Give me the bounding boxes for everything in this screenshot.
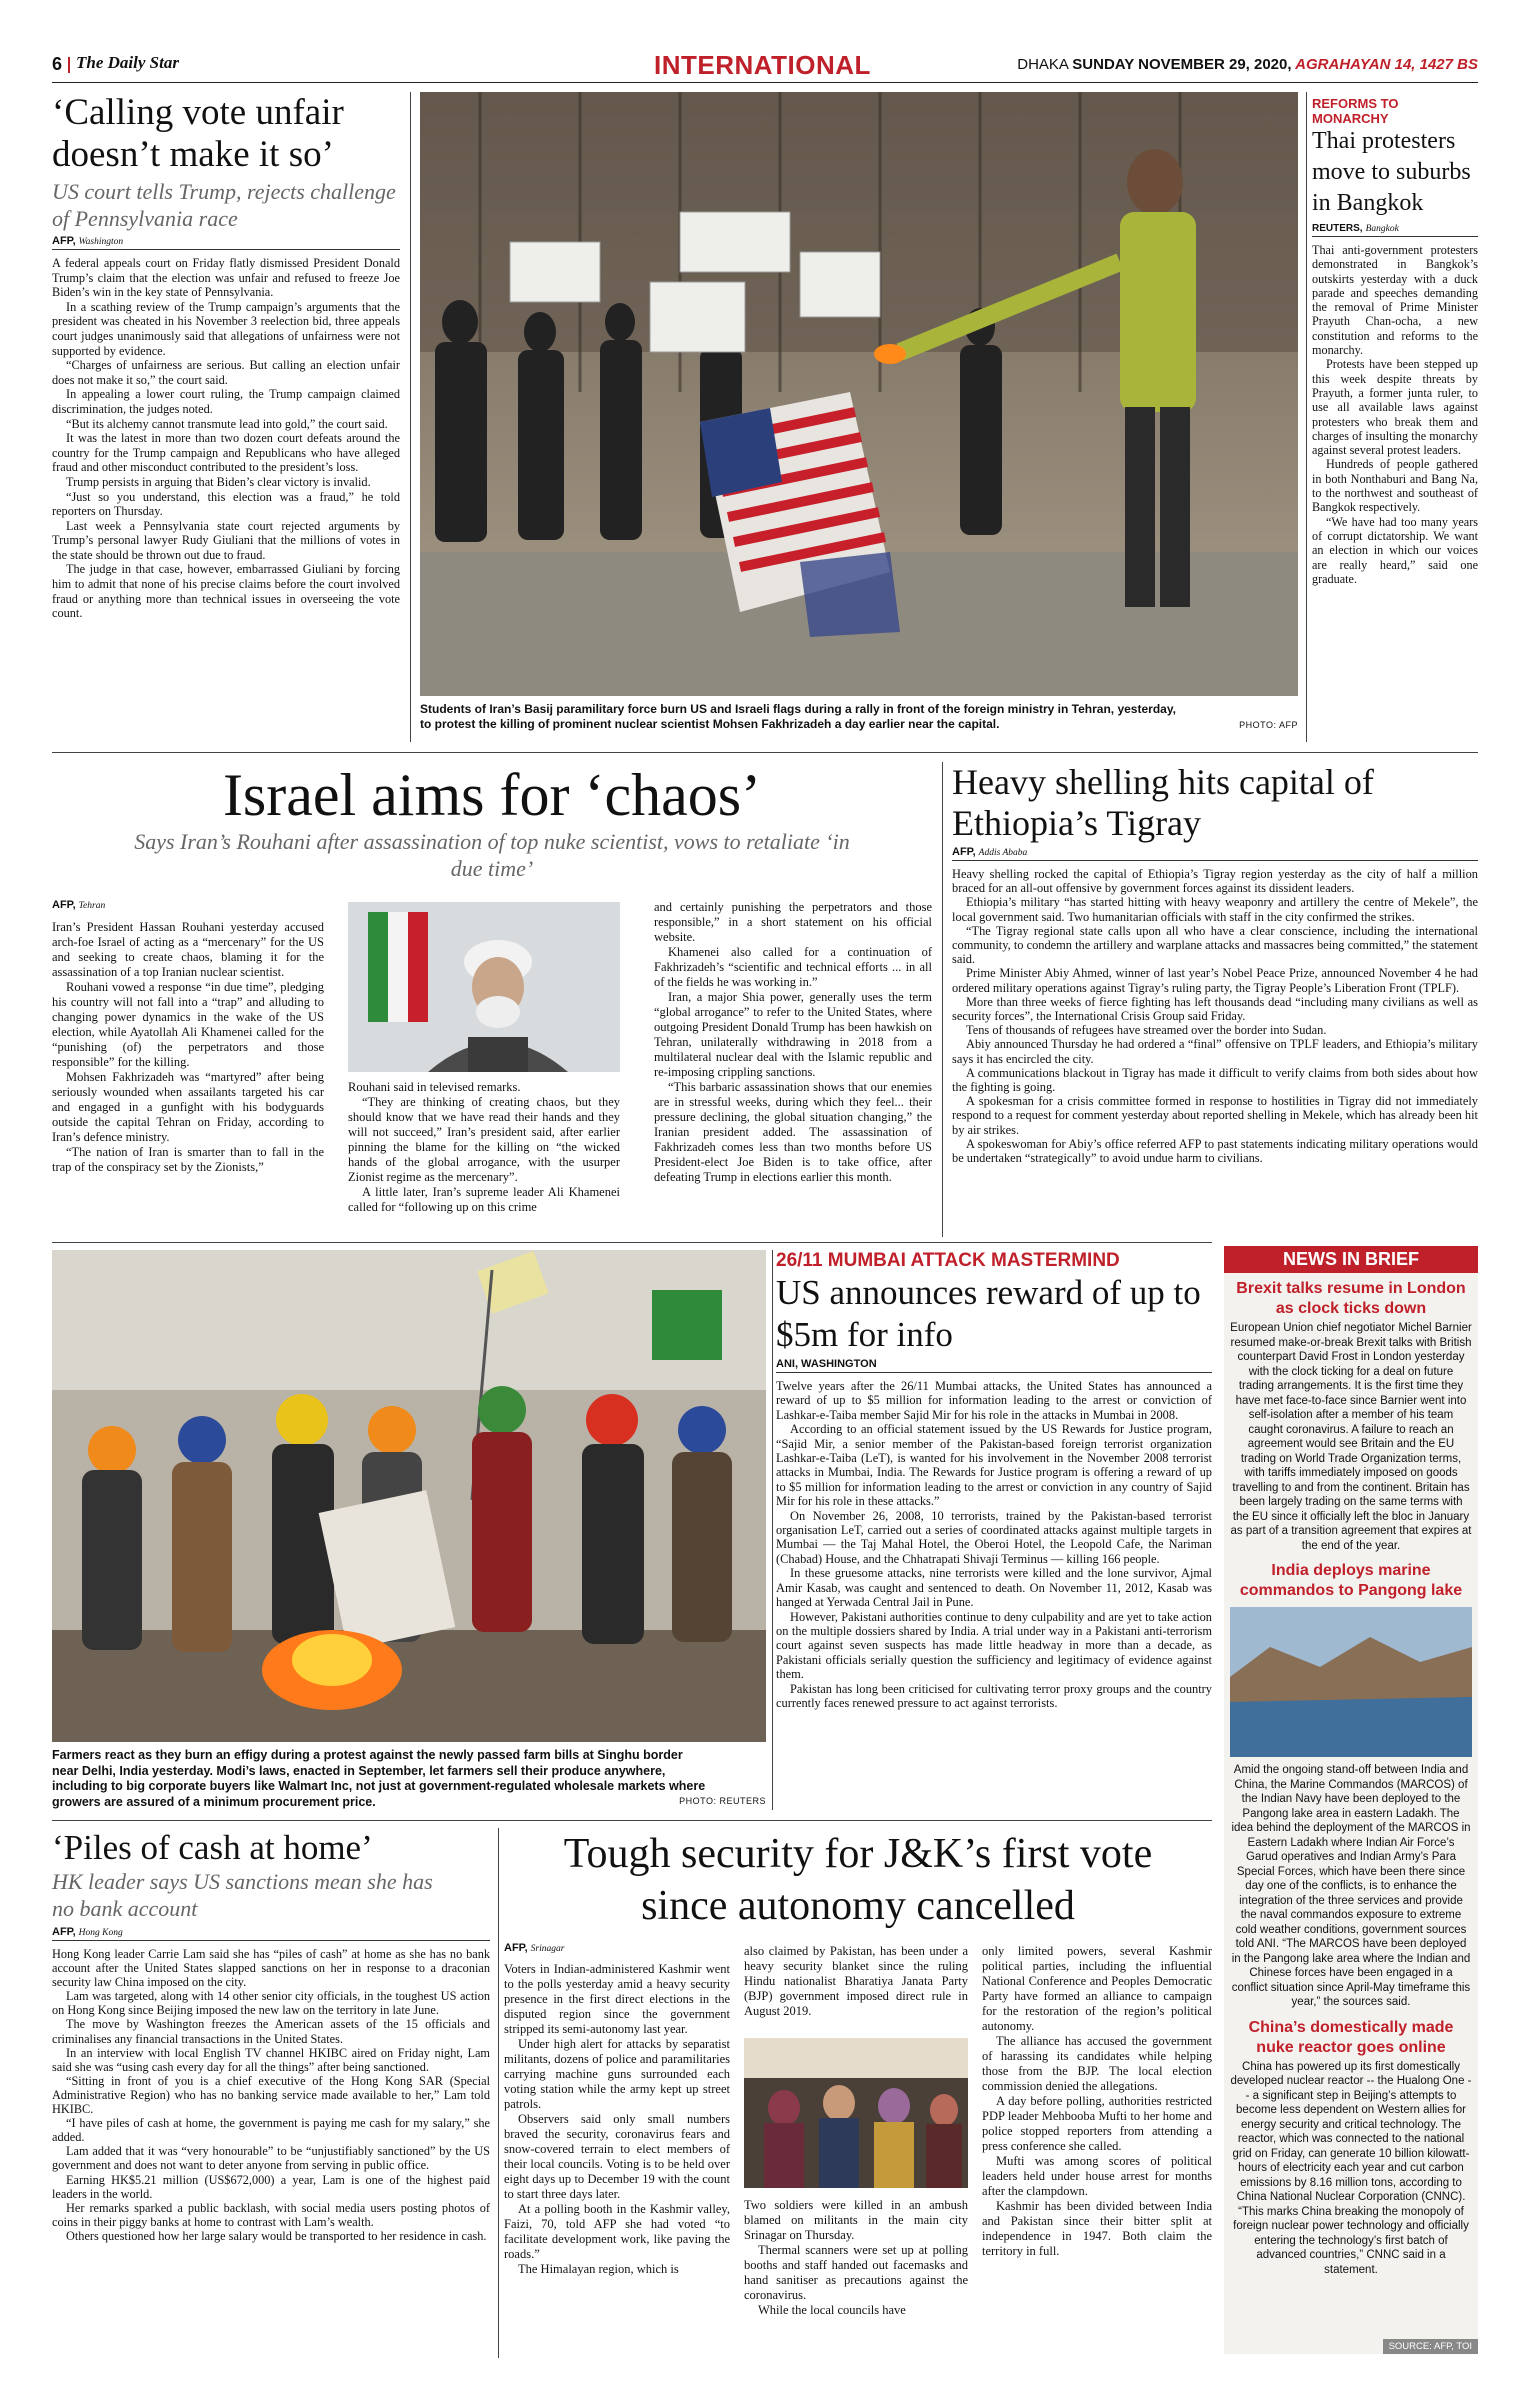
paragraph: Others questioned how her large salary would be transported to her residence in cash. xyxy=(66,2228,487,2243)
paragraph: Earning HK$5.21 million (US$672,000) a year, Lam is one of the highest paid leaders in the world. xyxy=(52,2172,490,2201)
paragraph: Two soldiers were killed in an ambush blamed on militants in the main city Srinagar on Thursday. xyxy=(744,2198,968,2242)
hk-dateline xyxy=(52,1926,490,1941)
israel-col-1 xyxy=(52,920,324,1175)
paragraph: A little later, Iran’s supreme leader Ali Khamenei called for “following up on this crime xyxy=(348,1185,620,1214)
paragraph: Heavy shelling rocked the capital of Ethiopia’s Tigray region yesterday as the city of half a million braced for an all-out offensive by government forces against its dissident leaders. xyxy=(952,867,1478,896)
rouhani-photo-illustration xyxy=(348,902,620,1072)
paragraph: However, Pakistani authorities continue to deny culpability and are yet to take action on the multiple dossiers shared by India. A trial under way in a Pakistani anti-terrorism court against seven suspects has made little headway in more than a decade, as Pakistani officials serially question the sufficiency and legitimacy of evidence against them. xyxy=(776,1609,1212,1682)
israel-headline: Israel aims for ‘chaos’ xyxy=(222,762,762,828)
brief-source: SOURCE: AFP, TOI xyxy=(1383,2339,1478,2354)
paragraph: Hundreds of people gathered in both Nonthaburi and Bang Na, to the northwest and southeast of Bangkok respectively. xyxy=(1312,457,1478,515)
paragraph: Kashmir has been divided between India and Pakistan since their bitter split at independence in 1947. Both claim the territory in full. xyxy=(982,2199,1212,2258)
farmers-photo-illustration xyxy=(52,1250,766,1742)
paragraph: The Himalayan region, which is xyxy=(518,2262,679,2276)
ethiopia-dateline xyxy=(952,846,1478,861)
paragraph: The alliance has accused the government of harassing its candidates while helping those from the BJP. The local election commission denied the allegations. xyxy=(982,2034,1212,2093)
paragraph: “But its alchemy cannot transmute lead into gold,” the court said. xyxy=(66,416,388,431)
paragraph: Rouhani said in televised remarks. xyxy=(348,1080,521,1094)
ethiopia-body xyxy=(952,867,1478,1165)
section-rule xyxy=(52,1242,1212,1243)
column-rule xyxy=(772,1250,773,1810)
paragraph: only limited powers, several Kashmir political parties, including the influential National Conference and Peoples Democratic Party have formed an alliance to campaign for the restoration of the region’s political autonomy. xyxy=(982,1944,1212,2033)
paragraph: “We have had too many years of corrupt dictatorship. We want an election in which our voices are really heard,” said one graduate. xyxy=(1312,514,1478,586)
paragraph: “They are thinking of creating chaos, but they should know that we have read their hands and they will not succeed,” Iran’s president said, after earlier pinning the blame for the killing on “the wicked hands of the global arrogance, with the usurper Zionist regime as the mercenary”. xyxy=(348,1095,620,1184)
place: Hong Kong xyxy=(78,1928,123,1938)
brief-headline: China’s domestically made nuke reactor goes online xyxy=(1248,2018,1454,2056)
paragraph: Ethiopia’s military “has started hitting with heavy weaponry and artillery the centre of Mekele”, the local government said. Two humanitarian officials with staff in the city confirmed the strikes. xyxy=(952,895,1478,924)
paragraph: also claimed by Pakistan, has been under a heavy security blanket since the ruling Hindu nationalist Bharatiya Janata Party (BJP) government imposed direct rule in August 2019. xyxy=(744,1944,968,2018)
paragraph: Lam added that it was “very honourable” to be “unjustifiably sanctioned” by the US government and does not want to deter anyone from serving in public office. xyxy=(52,2144,490,2173)
paragraph: While the local councils have xyxy=(758,2303,906,2317)
news-in-brief xyxy=(1224,1246,1478,2354)
tehran-photo-caption-block xyxy=(420,702,1298,732)
paragraph: Abiy announced Thursday he had ordered a “final” offensive on TPLF leaders, and Ethiopia’s military says it has encircled the city. xyxy=(952,1037,1478,1066)
dateline-date: SUNDAY NOVEMBER 29, 2020, xyxy=(1072,56,1292,73)
kashmir-voters-photo xyxy=(744,2038,968,2188)
brief-text: European Union chief negotiator Michel Barnier resumed make-or-break Brexit talks with British counterpart David Frost in London yesterday with the clock ticking for a deal on future trading arrangements. It is the first time they have met face-to-face since Barnier went into self-isolation after a member of his team caught coronavirus. A failure to reach an agreement would see Britain and the EU trading on World Trade Organization terms, with tariffs immediately imposed on goods travelling to and from the continent. Britain has been largely trading on the same terms with the EU since it officially left the bloc in January as part of a transition agreement that expires at the end of the year. xyxy=(1230,1322,1472,1552)
paragraph: Rouhani vowed a response “in due time”, pledging his country will not fall into a “trap” and alluding to changing power dynamics in the wake of the US election, while Ayatollah Ali Khamenei called for the “punishing (of) the perpetrators and those responsible” for the killing. xyxy=(52,980,324,1069)
mumbai-body xyxy=(776,1379,1212,1710)
hk-headline: ‘Piles of cash at home’ xyxy=(52,1828,373,1867)
kashmir-col-2-top xyxy=(744,1944,968,2019)
agency: REUTERS, xyxy=(1312,223,1363,234)
hk-deck: HK leader says US sanctions mean she has no bank account xyxy=(52,1869,433,1921)
mumbai-kicker: 26/11 MUMBAI ATTACK MASTERMIND xyxy=(776,1250,1120,1271)
column-rule xyxy=(498,1828,499,2358)
place: Srinagar xyxy=(530,1944,565,1954)
paragraph: In appealing a lower court ruling, the Trump campaign claimed discrimination, the judges noted. xyxy=(52,387,400,416)
paragraph: A spokesman for a crisis committee formed in response to hostilities in Tigray did not immediately respond to a request for comment yesterday about reported shelling in Mekele, which has already been hit by air strikes. xyxy=(952,1094,1478,1137)
brief-headline: India deploys marine commandos to Pangong lake xyxy=(1239,1562,1463,1599)
section-rule xyxy=(52,1820,1212,1821)
kashmir-col-3 xyxy=(982,1944,1212,2259)
brief-text: Amid the ongoing stand-off between India and China, the Marine Commandos (MARCOS) of the Indian Navy have been deployed to the Pangong lake area in eastern Ladakh. The idea behind the deployment of the MARCOS in Eastern Ladakh where Indian Air Force’s Garud operatives and Indian Army’s Para Special Forces, which have been there since day one of the conflicts, is to enhance the integration of the three services and provide the naval commandos exposure to extreme cold weather conditions, government sources told ANI. “The MARCOS have been deployed in the Pangong lake area where the Indian and Chinese forces have been engaged in a conflict situation since April-May timeframe this year,” the sources said. xyxy=(1231,1764,1471,2008)
tehran-photo-caption: Students of Iran’s Basij paramilitary force burn US and Israeli flags during a rally in front of the foreign ministry in Tehran, yesterday, to protest the killing of prominent nuclear scientist Mohsen Fakhrizadeh a day earlier near the capital. xyxy=(420,702,1176,731)
column-rule xyxy=(1306,92,1307,742)
thai-body xyxy=(1312,243,1478,586)
ethiopia-headline: Heavy shelling hits capital of Ethiopia’s Tigray xyxy=(952,762,1374,843)
paragraph: Observers said only small numbers braved the security, coronavirus fears and snow-covered terrain to elect members of their local councils. Voting is to be held over eight days up to December 19 with the count to start three days later. xyxy=(504,2112,730,2201)
us-court-body xyxy=(52,256,400,621)
israel-col-3 xyxy=(654,900,932,1185)
israel-deck: Says Iran’s Rouhani after assassination of top nuke scientist, vows to retaliate ‘in due time’ xyxy=(134,829,850,881)
agency: AFP, xyxy=(52,899,76,911)
masthead-rule xyxy=(52,82,1478,83)
us-court-deck: US court tells Trump, rejects challenge of Pennsylvania race xyxy=(52,179,396,231)
page-number-divider xyxy=(68,57,70,73)
paragraph: According to an official statement issued by the US Rewards for Justice program, “Sajid Mir, a senior member of the Pakistan-based foreign terrorist organization Lashkar-e-Taiba (LeT), is wanted for his involvement in the November 2008 terrorist attacks in Mumbai, India. The Rewards for Justice program is offering a reward of up to $5 million for information leading to the arrest or conviction in any country of Sajid Mir for his role in these attacks.” xyxy=(776,1422,1212,1509)
place: Washington xyxy=(78,237,124,247)
us-court-article xyxy=(52,92,400,621)
paragraph: Khamenei also called for a continuation of Fakhrizadeh’s “scientific and technical efforts ... in all of the fields he was working in.” xyxy=(654,945,932,989)
us-court-headline: ‘Calling vote unfair doesn’t make it so’ xyxy=(52,92,344,175)
paragraph: In an interview with local English TV channel HKIBC aired on Friday night, Lam said she was “using cash every day for all the things” after being sanctioned. xyxy=(52,2045,490,2074)
agency: AFP, xyxy=(504,1942,528,1954)
column-rule xyxy=(410,92,411,742)
kashmir-col-2-bottom xyxy=(744,2198,968,2318)
farmers-photo-credit: PHOTO: REUTERS xyxy=(679,1796,766,1806)
rouhani-photo xyxy=(348,902,620,1072)
paragraph: Thai anti-government protesters demonstrated in Bangkok’s outskirts yesterday with a duck parade and speeches demanding the removal of Prime Minister Prayuth Chan-ocha, a new constitution and reforms to the monarchy. xyxy=(1312,243,1478,358)
brief-headline: Brexit talks resume in London as clock ticks down xyxy=(1236,1280,1466,1317)
issue-dateline xyxy=(1017,56,1478,73)
kashmir-headline: Tough security for J&K’s first vote since autonomy cancelled xyxy=(563,1831,1153,1929)
paper-logo: The Daily Star xyxy=(76,53,179,72)
paragraph: In these gruesome attacks, nine terrorists were killed and the lone survivor, Ajmal Amir Kasab, was caught and sentenced to death. On November 11, 2012, Kasab was hanged at Yerwada Central Jail in Pune. xyxy=(776,1566,1212,1610)
thai-dateline xyxy=(1312,223,1478,237)
paragraph: Hong Kong leader Carrie Lam said she has “piles of cash” at home as she has no bank account after the United States slapped sanctions on her in response to a draconian security law China imposed on the city. xyxy=(52,1947,490,1990)
israel-dateline xyxy=(52,899,105,911)
paragraph: Prime Minister Abiy Ahmed, winner of last year’s Nobel Peace Prize, announced November 4 he had ordered military operations against Tigray’s ruling party, the Tigray People’s Liberation Front (TPLF). xyxy=(952,966,1478,995)
paragraph: Lam was targeted, along with 14 other senior city officials, in the toughest US action on Hong Kong since Beijing imposed the new law on the territory in late June. xyxy=(52,1989,490,2018)
paragraph: A federal appeals court on Friday flatly dismissed President Donald Trump’s claim that the election was unfair and refused to freeze Joe Biden’s win in the key state of Pennsylvania. xyxy=(52,256,400,300)
masthead-bar xyxy=(52,50,1478,80)
brief-text: China has powered up its first domestically developed nuclear reactor -- the Hualong One -- a significant step in Beijing’s attempts to become less dependent on Western allies for energy security and critical technology. The reactor, which was connected to the national grid on Friday, can generate 10 billion kilowatt-hours of electricity each year and cut carbon emissions by 8.16 million tons, according to China National Nuclear Corporation (CNNC). “This marks China breaking the monopoly of foreign nuclear power technology and officially entering the technology’s first batch of advanced countries,” CNNC said in a statement. xyxy=(1230,2060,1472,2276)
dateline-bangla: AGRAHAYAN 14, 1427 BS xyxy=(1291,56,1478,73)
pangong-lake-photo xyxy=(1230,1607,1472,1757)
tehran-flag-burning-photo xyxy=(420,92,1298,696)
place: Bangkok xyxy=(1365,224,1399,234)
paragraph: Trump persists in arguing that Biden’s clear victory is invalid. xyxy=(66,474,371,489)
mumbai-article xyxy=(776,1250,1212,1710)
ethiopia-article xyxy=(952,762,1478,1165)
dateline-city: DHAKA xyxy=(1017,56,1073,73)
paragraph: “This barbaric assassination shows that our enemies are in stressful weeks, during which they feel... their pressure declining, the global situation changing,” the Iranian president added. The assassination of Fakhrizadeh comes less than two months before US President-elect Joe Biden is to take office, after defeating Trump in elections earlier this month. xyxy=(654,1080,932,1184)
mumbai-headline: US announces reward of up to $5m for info xyxy=(776,1273,1201,1354)
paragraph: Twelve years after the 26/11 Mumbai attacks, the United States has announced a reward of up to $5 million for information leading to the arrest or conviction of Lashkar-e-Taiba member Sajid Mir for his role in the attacks in Mumbai in 2008. xyxy=(776,1379,1212,1422)
kashmir-article xyxy=(504,1828,1212,2358)
paragraph: “The Tigray regional state calls upon all who have a clear conscience, including the international community, to condemn the artillery and warplane attacks and massacres being committed,” the statement said. xyxy=(952,923,1478,967)
place: Tehran xyxy=(78,901,106,911)
paragraph: A spokeswoman for Abiy’s office referred AFP to past statements indicating military operations would be undertaken “strategically” to avoid undue harm to civilians. xyxy=(952,1136,1478,1166)
paragraph: On November 26, 2008, 10 terrorists, trained by the Pakistan-based terrorist organisation LeT, carried out a series of coordinated attacks against multiple targets in Mumbai — the Taj Mahal Hotel, the Oberoi Hotel, the Leopold Cafe, the Nariman (Chabad) House, and the Chhatrapati Shivaji Terminus — killing 166 people. xyxy=(776,1508,1212,1566)
thai-headline: Thai protesters move to suburbs in Bangkok xyxy=(1312,128,1471,216)
paragraph: Iran’s President Hassan Rouhani yesterday accused arch-foe Israel of acting as a “mercenary” for the US and seeking to create chaos, blaming it for the assassination of a top Iranian nuclear scientist. xyxy=(52,920,324,979)
agency: AFP, xyxy=(52,1926,76,1938)
tehran-photo-illustration xyxy=(420,92,1298,696)
thai-article xyxy=(1312,96,1478,586)
hk-article xyxy=(52,1828,490,2243)
paragraph: In a scathing review of the Trump campaign’s arguments that the president was cheated in his November 3 reelection bid, three appeals court judges unanimously said that allegations of unfairness were not supported by evidence. xyxy=(52,299,400,358)
paragraph: “The nation of Iran is smarter than to fall in the trap of the conspiracy set by the Zionists,” xyxy=(52,1145,324,1174)
paragraph: Mohsen Fakhrizadeh was “martyred” after being seriously wounded when assailants targeted his car and engaged in a gunfight with his bodyguards outside the capital Tehran on Friday, according to Iran’s defence ministry. xyxy=(52,1070,324,1144)
hk-body xyxy=(52,1947,490,2243)
agency: AFP, xyxy=(952,846,976,858)
paragraph: It was the latest in more than two dozen court defeats around the country for the Trump campaign and Republicans who have alleged fraud and other misconduct contributed to the president’s loss. xyxy=(52,431,400,475)
paragraph: “I have piles of cash at home, the government is paying me cash for my salary,” she added. xyxy=(52,2116,490,2145)
mumbai-dateline: ANI, WASHINGTON xyxy=(776,1358,1212,1373)
kashmir-dateline xyxy=(504,1942,564,1954)
paragraph: Under high alert for attacks by separatist militants, dozens of police and paramilitaries carrying machine guns surrounded each voting station while the army kept up street patrols. xyxy=(504,2037,730,2111)
agency: AFP, xyxy=(52,235,76,247)
paragraph: “Sitting in front of you is a chief executive of the Hong Kong SAR (Special Administrative Region) who has no banking service made available to her,” Lam told HKIBC. xyxy=(52,2073,490,2117)
section-rule xyxy=(52,752,1478,753)
paragraph: Last week a Pennsylvania state court rejected arguments by Trump’s personal lawyer Rudy Giuliani that the millions of votes in the state should be thrown out due to fraud. xyxy=(52,518,400,562)
paragraph: Her remarks sparked a public backlash, with social media users posting photos of coins in their piggy banks at home to contrast with Lam’s wealth. xyxy=(52,2200,490,2229)
paragraph: Protests have been stepped up this week despite threats by Prayuth, a former junta ruler, to use all available laws against protesters who break them and charges of insulting the monarchy against several protest leaders. xyxy=(1312,357,1478,458)
pangong-photo-illustration xyxy=(1230,1607,1472,1757)
paragraph: At a polling booth in the Kashmir valley, Faizi, 70, told AFP she had voted “to facilitate development work, like paving the roads.” xyxy=(504,2202,730,2261)
section-title: INTERNATIONAL xyxy=(654,50,871,80)
paragraph: Mufti was among scores of political leaders held under house arrest for months after the clampdown. xyxy=(982,2154,1212,2198)
farmers-photo-caption: Farmers react as they burn an effigy during a protest against the newly passed farm bills at Singhu border near Delhi, India yesterday. Modi’s laws, enacted in September, let farmers sell their produce anywhere, including to big corporate buyers like Walmart Inc, not just at government-regulated wholesale markets where growers are assured of a minimum procurement price. xyxy=(52,1748,706,1809)
israel-col-2 xyxy=(348,1080,620,1215)
farmers-protest-photo xyxy=(52,1250,766,1742)
page-number: 6 xyxy=(52,54,63,74)
paragraph: Thermal scanners were set up at polling booths and staff handed out facemasks and hand sanitiser as precautions against the coronavirus. xyxy=(744,2243,968,2302)
farmers-photo-caption-block xyxy=(52,1748,766,1810)
paragraph: Iran, a major Shia power, generally uses the term “global arrogance” to refer to the United States, where outgoing President Donald Trump has been hawkish on Tehran, unilaterally withdrawing in 2018 from a multilateral nuclear deal with the Islamic republic and re-imposing crippling sanctions. xyxy=(654,990,932,1079)
paragraph: A communications blackout in Tigray has made it difficult to verify claims from both sides about how the fighting is going. xyxy=(952,1065,1478,1095)
paragraph: The move by Washington freezes the American assets of the 15 officials and criminalises any financial transactions in the United States. xyxy=(52,2017,490,2046)
us-court-dateline xyxy=(52,235,400,250)
paragraph: and certainly punishing the perpetrators and those responsible,” in a short statement on his official website. xyxy=(654,900,932,944)
kashmir-photo-illustration xyxy=(744,2038,968,2188)
paragraph: Tens of thousands of refugees have streamed over the border into Sudan. xyxy=(966,1023,1327,1038)
paragraph: “Charges of unfairness are serious. But calling an election unfair does not make it so,” the court said. xyxy=(52,358,400,387)
place: Addis Ababa xyxy=(978,848,1028,858)
israel-article xyxy=(52,762,932,1237)
tehran-photo-credit: PHOTO: AFP xyxy=(1239,720,1298,730)
paragraph: More than three weeks of fierce fighting has left thousands dead “including many civilians as well as security forces”, the International Crisis Group said Friday. xyxy=(952,994,1478,1024)
column-rule xyxy=(942,762,943,1237)
paragraph: Voters in Indian-administered Kashmir went to the polls yesterday amid a heavy security presence in the first direct elections in the disputed region since the government stripped its semi-autonomy last year. xyxy=(504,1962,730,2036)
news-in-brief-title: NEWS IN BRIEF xyxy=(1224,1246,1478,1273)
thai-kicker: REFORMS TO MONARCHY xyxy=(1312,96,1399,126)
paragraph: A day before polling, authorities restricted PDP leader Mehbooba Mufti to her home and police stopped reporters from attending a press conference she called. xyxy=(982,2094,1212,2153)
paragraph: “Just so you understand, this election was a fraud,” he told reporters on Thursday. xyxy=(52,489,400,519)
kashmir-col-1 xyxy=(504,1962,730,2277)
paragraph: Pakistan has long been criticised for cultivating terror proxy groups and the country currently faces renewed pressure to act against terrorists. xyxy=(776,1681,1212,1710)
paragraph: The judge in that case, however, embarrassed Giuliani by forcing him to admit that none of his precise claims before the court involved fraud or anything more than technical issues in overseeing the vote count. xyxy=(52,562,400,621)
